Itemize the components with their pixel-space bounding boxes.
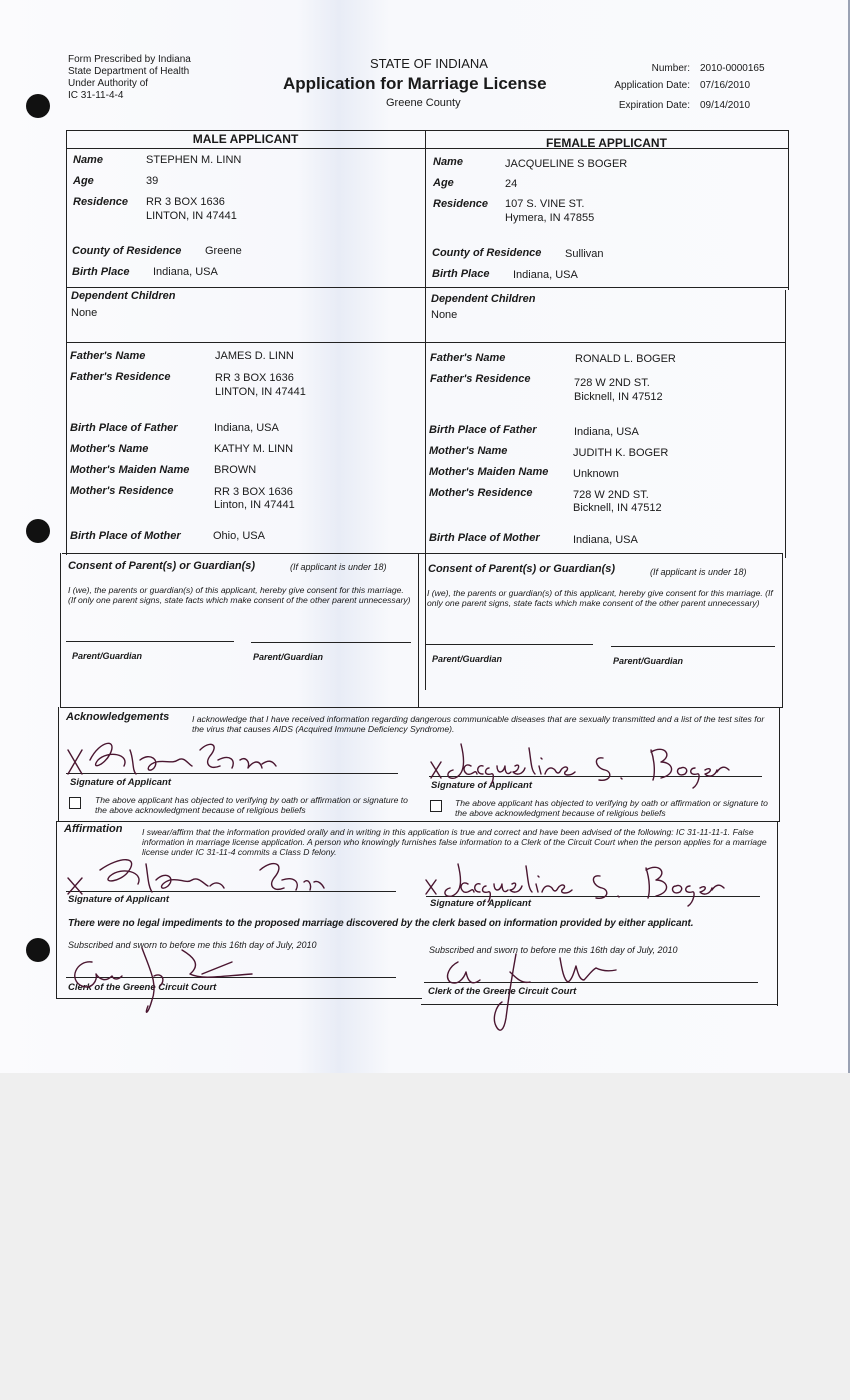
number-label: Number:: [651, 63, 690, 74]
clerk-label: Clerk of the Greene Circuit Court: [428, 986, 577, 997]
acknowledgements-text: I acknowledge that I have received information regarding dangerous communicable diseases that are sexually transmitted and a list of the test sites for the virus that causes AIDS (Acquired Immune Deficiency Syndrome).: [192, 714, 765, 734]
male-age: 39: [146, 175, 159, 187]
table-border: [779, 707, 780, 822]
female-age: 24: [505, 178, 518, 190]
female-fathers-residence-line2: Bicknell, IN 47512: [574, 391, 663, 403]
signature-line: [425, 644, 593, 645]
state-heading: STATE OF INDIANA: [370, 56, 488, 71]
table-border: [66, 130, 789, 131]
male-signature-affirmation: [60, 850, 310, 900]
consent-title: Consent of Parent(s) or Guardian(s): [428, 563, 616, 575]
consent-age-note: (If applicant is under 18): [650, 567, 747, 577]
county-of-residence-label: County of Residence: [432, 247, 542, 259]
mothers-residence-label: Mother's Residence: [70, 485, 174, 497]
fathers-name-label: Father's Name: [70, 350, 146, 362]
column-divider: [425, 130, 426, 690]
table-border: [788, 130, 789, 290]
punch-hole: [26, 94, 50, 118]
fathers-residence-label: Father's Residence: [70, 371, 171, 383]
table-rule: [62, 553, 783, 554]
dependent-children-label: Dependent Children: [431, 293, 536, 305]
birth-place-label: Birth Place: [72, 266, 130, 278]
subscribed-sworn-text: Subscribed and sworn to before me this 16th day of July, 2010: [429, 945, 678, 955]
religious-objection-checkbox[interactable]: [69, 797, 81, 809]
birth-place-of-father-label: Birth Place of Father: [429, 424, 537, 436]
punch-hole: [26, 519, 50, 543]
parent-guardian-label: Parent/Guardian: [432, 654, 503, 664]
female-county: Sullivan: [565, 248, 604, 260]
consent-age-note: (If applicant is under 18): [290, 562, 387, 572]
parent-guardian-label: Parent/Guardian: [613, 656, 684, 666]
form-title: Application for Marriage License: [283, 74, 547, 93]
signature-line: [611, 646, 775, 647]
male-dependent-children: None: [71, 307, 98, 319]
prescribed-line: Under Authority of: [68, 78, 149, 89]
application-date-label: Application Date:: [614, 80, 690, 91]
female-birth-place-of-father: Indiana, USA: [574, 426, 639, 438]
subscribed-sworn-text: Subscribed and sworn to before me this 16th day of July, 2010: [68, 940, 317, 950]
affirmation-title: Affirmation: [64, 823, 123, 835]
female-residence-line2: Hymera, IN 47855: [505, 212, 595, 224]
religious-objection-checkbox[interactable]: [430, 800, 442, 812]
male-applicant-heading: MALE APPLICANT: [192, 132, 299, 146]
prescribed-line: State Department of Health: [68, 66, 190, 77]
mothers-name-label: Mother's Name: [429, 445, 508, 457]
punch-hole: [26, 938, 50, 962]
male-mothers-maiden-name: BROWN: [214, 464, 257, 476]
expiration-date-label: Expiration Date:: [618, 100, 690, 111]
female-fathers-residence-line1: 728 W 2ND ST.: [574, 377, 650, 389]
male-mothers-name: KATHY M. LINN: [214, 443, 294, 455]
table-border: [60, 553, 61, 708]
male-birth-place-of-mother: Ohio, USA: [213, 530, 265, 542]
consent-text: I (we), the parents or guardian(s) of this applicant, hereby give consent for this marriage. (If only one parent signs, state facts which make consent of the other parent unnecessary): [427, 588, 773, 608]
prescribed-line: IC 31-11-4-4: [68, 90, 124, 101]
female-birth-place: Indiana, USA: [513, 269, 578, 281]
male-residence-line1: RR 3 BOX 1636: [146, 196, 225, 208]
affirmation-text: I swear/affirm that the information provided orally and in writing in this application is true and correct and have been advised of the following: IC 31-11-11-1. False information in marriage license application. A person who knowingly furnishes false information to a Clerk of the Circuit Court when the person applies for a marriage license under IC 31-11-4 commits a Class D felony.: [142, 827, 767, 857]
mothers-maiden-name-label: Mother's Maiden Name: [429, 466, 549, 478]
female-mothers-maiden-name: Unknown: [573, 468, 619, 480]
consent-title: Consent of Parent(s) or Guardian(s): [68, 560, 256, 572]
male-mothers-residence-line2: Linton, IN 47441: [214, 499, 295, 511]
name-label: Name: [433, 156, 463, 168]
residence-label: Residence: [433, 198, 489, 210]
female-applicant-heading: FEMALE APPLICANT: [546, 136, 667, 150]
table-border: [58, 707, 59, 822]
female-name: JACQUELINE S BOGER: [505, 158, 628, 170]
male-fathers-residence-line2: LINTON, IN 47441: [215, 386, 306, 398]
signature-line: [251, 642, 411, 643]
county-of-residence-label: County of Residence: [72, 245, 182, 257]
license-number: 2010-0000165: [700, 63, 765, 74]
county-heading: Greene County: [386, 97, 461, 109]
female-fathers-name: RONALD L. BOGER: [575, 353, 676, 365]
age-label: Age: [433, 177, 454, 189]
table-rule: [66, 342, 786, 343]
table-rule: [57, 821, 779, 822]
male-name: STEPHEN M. LINN: [146, 154, 242, 166]
male-birth-place: Indiana, USA: [153, 266, 218, 278]
female-mothers-residence-line1: 728 W 2ND ST.: [573, 489, 649, 501]
male-county: Greene: [205, 245, 242, 257]
parent-guardian-label: Parent/Guardian: [253, 652, 324, 662]
residence-label: Residence: [73, 196, 129, 208]
table-rule: [60, 707, 782, 708]
male-birth-place-of-father: Indiana, USA: [214, 422, 279, 434]
age-label: Age: [73, 175, 94, 187]
name-label: Name: [73, 154, 103, 166]
religious-objection-text: The above applicant has objected to verifying by oath or affirmation or signature to the above acknowledgment because of religious beliefs: [95, 795, 408, 815]
table-border: [782, 553, 783, 708]
clerk-signature-female-side: [420, 946, 630, 1036]
clerk-signature-male-side: [62, 940, 292, 1020]
female-dependent-children: None: [431, 309, 458, 321]
signature-of-applicant-label: Signature of Applicant: [430, 898, 531, 909]
birth-place-of-mother-label: Birth Place of Mother: [429, 532, 540, 544]
fathers-residence-label: Father's Residence: [430, 373, 531, 385]
female-residence-line1: 107 S. VINE ST.: [505, 198, 585, 210]
religious-objection-text: The above applicant has objected to verifying by oath or affirmation or signature to the above acknowledgment because of religious beliefs: [455, 798, 768, 818]
male-residence-line2: LINTON, IN 47441: [146, 210, 237, 222]
application-date: 07/16/2010: [700, 80, 751, 91]
table-border: [56, 821, 57, 999]
table-border: [777, 821, 778, 1006]
male-fathers-residence-line1: RR 3 BOX 1636: [215, 372, 294, 384]
consent-text: I (we), the parents or guardian(s) of this applicant, hereby give consent for this marriage. (If only one parent signs, state facts which make consent of the other parent unnecessary): [68, 585, 411, 605]
birth-place-label: Birth Place: [432, 268, 490, 280]
signature-of-applicant-label: Signature of Applicant: [70, 777, 171, 788]
no-impediments-statement: There were no legal impediments to the proposed marriage discovered by the clerk based on information provided by either applicant.: [68, 918, 694, 929]
fathers-name-label: Father's Name: [430, 352, 506, 364]
mothers-maiden-name-label: Mother's Maiden Name: [70, 464, 190, 476]
female-mothers-residence-line2: Bicknell, IN 47512: [573, 502, 662, 514]
signature-of-applicant-label: Signature of Applicant: [431, 780, 532, 791]
male-mothers-residence-line1: RR 3 BOX 1636: [214, 486, 293, 498]
column-divider: [418, 553, 419, 708]
mothers-name-label: Mother's Name: [70, 443, 149, 455]
female-birth-place-of-mother: Indiana, USA: [573, 534, 638, 546]
birth-place-of-mother-label: Birth Place of Mother: [70, 530, 181, 542]
parent-guardian-label: Parent/Guardian: [72, 651, 143, 661]
prescribed-by-block: [68, 54, 248, 102]
signature-of-applicant-label: Signature of Applicant: [68, 894, 169, 905]
birth-place-of-father-label: Birth Place of Father: [70, 422, 178, 434]
male-signature-acknowledgement: [60, 730, 280, 785]
prescribed-line: Form Prescribed by Indiana: [68, 54, 191, 65]
female-mothers-name: JUDITH K. BOGER: [573, 447, 669, 459]
clerk-label: Clerk of the Greene Circuit Court: [68, 982, 217, 993]
mothers-residence-label: Mother's Residence: [429, 487, 533, 499]
female-signature-acknowledgement: [425, 738, 725, 788]
expiration-date: 09/14/2010: [700, 100, 751, 111]
male-fathers-name: JAMES D. LINN: [215, 350, 294, 362]
signature-line: [66, 641, 234, 642]
table-border: [785, 290, 786, 558]
acknowledgements-title: Acknowledgements: [66, 711, 170, 723]
female-signature-affirmation: [420, 858, 720, 908]
table-rule: [66, 287, 788, 288]
dependent-children-label: Dependent Children: [71, 290, 176, 302]
